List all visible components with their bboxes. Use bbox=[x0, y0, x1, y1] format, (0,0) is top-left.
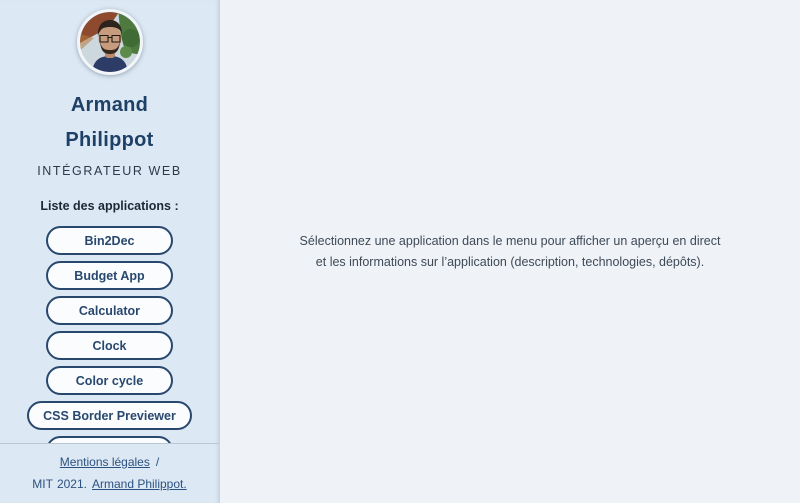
list-item bbox=[46, 296, 173, 325]
app-button-bin2dec[interactable]: Bin2Dec bbox=[46, 226, 173, 255]
footer-legal-line bbox=[0, 455, 219, 469]
app-button-clipped[interactable] bbox=[46, 436, 173, 443]
footer-license-line bbox=[0, 477, 219, 491]
author-link[interactable]: Armand Philippot. bbox=[91, 477, 187, 491]
app-button-clock[interactable]: Clock bbox=[46, 331, 173, 360]
main-content bbox=[220, 0, 800, 503]
avatar-photo bbox=[80, 12, 140, 72]
list-item bbox=[46, 226, 173, 255]
list-item bbox=[27, 401, 192, 430]
apps-nav bbox=[0, 199, 219, 443]
site-baseline: INTÉGRATEUR WEB bbox=[37, 164, 182, 178]
site-title: Armand Philippot bbox=[65, 94, 154, 151]
app-button-color-cycle[interactable]: Color cycle bbox=[46, 366, 173, 395]
sidebar-footer bbox=[0, 443, 219, 503]
list-item bbox=[46, 331, 173, 360]
profile-header bbox=[35, 0, 185, 179]
apps-list-label: Liste des applications : bbox=[40, 199, 179, 213]
list-item bbox=[46, 261, 173, 290]
footer-separator: / bbox=[155, 455, 160, 469]
license-year: 2021. bbox=[56, 477, 87, 491]
app-button-css-border-previewer[interactable]: CSS Border Previewer bbox=[27, 401, 192, 430]
avatar bbox=[77, 9, 143, 75]
list-item bbox=[46, 366, 173, 395]
apps-list bbox=[27, 226, 192, 443]
sidebar bbox=[0, 0, 220, 503]
legal-notice-link[interactable]: Mentions légales bbox=[59, 455, 150, 469]
app-button-budget-app[interactable]: Budget App bbox=[46, 261, 173, 290]
license-label: MIT bbox=[32, 477, 53, 491]
list-item bbox=[46, 436, 173, 443]
app-button-calculator[interactable]: Calculator bbox=[46, 296, 173, 325]
placeholder-message: Sélectionnez une application dans le menu pour afficher un aperçu en direct et les informations sur l’application (description, technologies, dépôts). bbox=[299, 233, 721, 269]
